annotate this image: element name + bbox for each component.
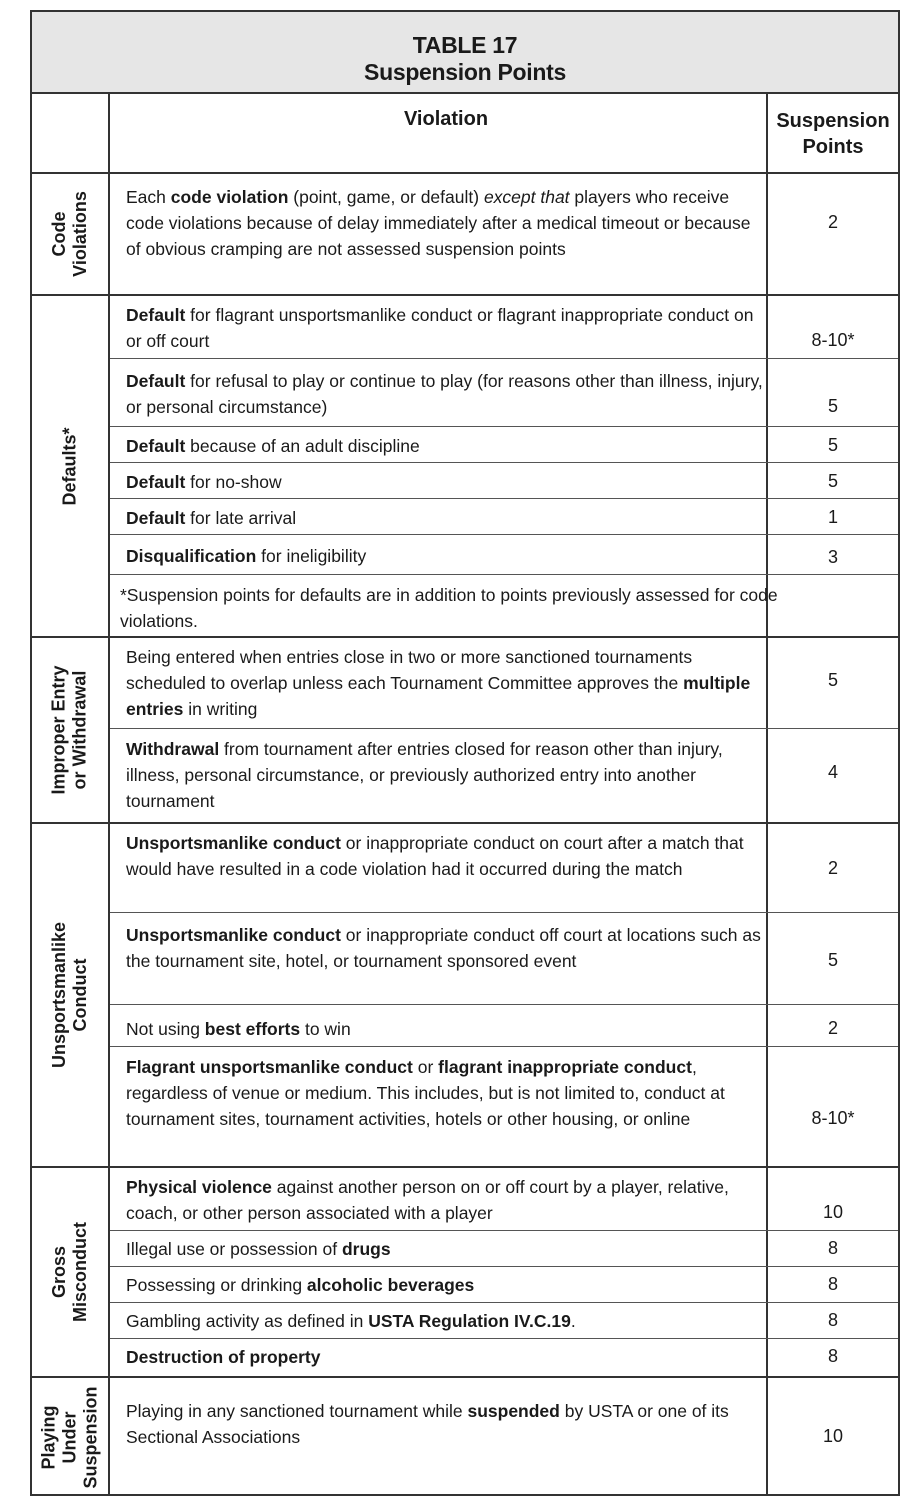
row-divider [110, 1046, 898, 1047]
group-divider [32, 1166, 898, 1168]
violation-text: Each code violation (point, game, or default) except that players who receive code violations because of delay immediately after a medical timeout or because of obvious cramping are not assessed suspension points [126, 187, 751, 259]
violation-text: Unsportsmanlike conduct or inappropriate conduct off court at locations such as the tournament site, hotel, or tournament sponsored event [126, 925, 761, 971]
points-value: 8 [827, 1274, 838, 1294]
violation-text: Being entered when entries close in two or more sanctioned tournaments scheduled to overlap unless each Tournament Committee approves the multiple entries in writing [126, 647, 751, 719]
violation-text: Default for late arrival [126, 508, 297, 528]
points-value: 10 [822, 1426, 844, 1446]
violation-text: Gambling activity as defined in USTA Regulation IV.C.19. [126, 1311, 576, 1331]
points-value: 2 [827, 212, 838, 232]
violation-text: Default for flagrant unsportsmanlike conduct or flagrant inappropriate conduct on or off court [126, 305, 754, 351]
points-value: 5 [827, 670, 838, 690]
points-value: 5 [827, 396, 838, 416]
points-value: 10 [822, 1202, 844, 1222]
points-value: 5 [827, 471, 838, 491]
points-value: 5 [827, 950, 838, 970]
header-divider [32, 172, 898, 174]
row-divider [110, 1004, 898, 1005]
row-divider [110, 498, 898, 499]
suspension-points-table [30, 10, 900, 1496]
row-divider [110, 1338, 898, 1339]
row-divider [110, 462, 898, 463]
violation-text: Withdrawal from tournament after entries closed for reason other than injury, illness, personal circumstance, or previously authorized entry into another tournament [126, 739, 723, 811]
points-value: 8 [827, 1346, 838, 1366]
violation-text: Default because of an adult discipline [126, 436, 420, 456]
violation-text: Destruction of property [126, 1347, 321, 1367]
points-column-header: Suspension Points [776, 110, 890, 158]
points-value: 2 [827, 1018, 838, 1038]
category-playing-under-suspension: Playing Under Suspension [38, 1385, 101, 1489]
violation-text: Disqualification for ineligibility [126, 546, 367, 566]
category-code-violations: Code Violations [49, 191, 90, 277]
row-divider [110, 728, 898, 729]
violation-text: Flagrant unsportsmanlike conduct or flagrant inappropriate conduct, regardless of venue or medium. This includes, but is not limited to, conduct at tournament sites, tournament activities, hotels or other housing, or online [126, 1057, 725, 1129]
defaults-footnote: *Suspension points for defaults are in addition to points previously assessed for code violations. [120, 585, 778, 631]
category-defaults: Defaults* [59, 426, 80, 506]
points-value: 5 [827, 435, 838, 455]
row-divider [110, 1302, 898, 1303]
row-divider [110, 574, 898, 575]
violation-text: Possessing or drinking alcoholic beverages [126, 1275, 475, 1295]
violation-text: Not using best efforts to win [126, 1019, 351, 1039]
points-value: 3 [827, 547, 838, 567]
violation-text: Default for refusal to play or continue to play (for reasons other than illness, injury, or personal circumstance) [126, 371, 763, 417]
table-number: TABLE 17 [412, 32, 518, 58]
row-divider [110, 912, 898, 913]
group-divider [32, 294, 898, 296]
row-divider [110, 426, 898, 427]
category-improper-entry: Improper Entry or Withdrawal [49, 665, 90, 795]
points-value: 8 [827, 1310, 838, 1330]
row-divider [110, 1266, 898, 1267]
points-value: 8-10* [811, 1108, 855, 1128]
row-divider [110, 1230, 898, 1231]
category-divider [108, 94, 110, 1496]
row-divider [110, 358, 898, 359]
table-title: Suspension Points [364, 59, 566, 85]
violation-text: Illegal use or possession of drugs [126, 1239, 391, 1259]
category-gross-misconduct: Gross Misconduct [49, 1221, 91, 1323]
points-value: 4 [827, 762, 838, 782]
group-divider [32, 822, 898, 824]
points-value: 8-10* [811, 330, 855, 350]
table-header [32, 12, 898, 94]
points-value: 8 [827, 1238, 838, 1258]
group-divider [32, 636, 898, 638]
row-divider [110, 534, 898, 535]
points-value: 1 [827, 507, 838, 527]
violation-text: Unsportsmanlike conduct or inappropriate conduct on court after a match that would have resulted in a code violation had it occurred during the match [126, 833, 744, 879]
violation-column-header: Violation [403, 108, 489, 130]
category-unsportsmanlike: Unsportsmanlike Conduct [49, 921, 91, 1069]
violation-text: Default for no-show [126, 472, 282, 492]
points-value: 2 [827, 858, 838, 878]
group-divider [32, 1376, 898, 1378]
violation-text: Playing in any sanctioned tournament while suspended by USTA or one of its Sectional Associations [126, 1401, 729, 1447]
violation-text: Physical violence against another person on or off court by a player, relative, coach, or other person associated with a player [126, 1177, 729, 1223]
